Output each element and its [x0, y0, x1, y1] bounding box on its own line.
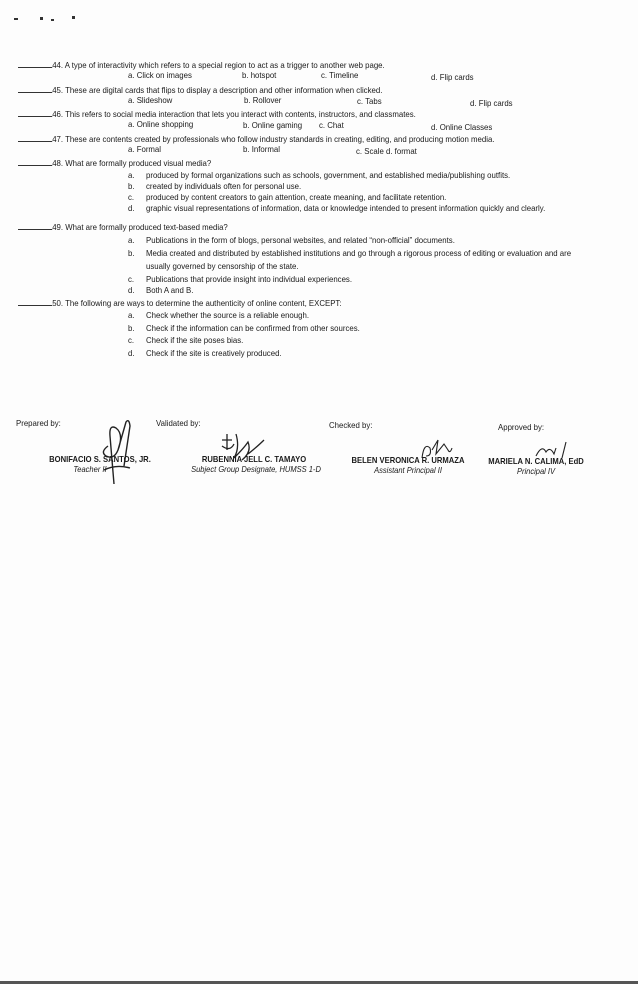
approved-by-label: Approved by: — [498, 422, 545, 432]
option: b. Online gaming — [243, 120, 303, 130]
option: d. Flip cards — [431, 72, 474, 82]
list-item: c. produced by content creators to gain attention, create meaning, and facilitate retention. — [128, 192, 447, 202]
option: c. Scale d. format — [356, 146, 417, 156]
option: c. Chat — [319, 120, 344, 130]
list-item: a. Check whether the source is a reliable enough. — [128, 310, 309, 320]
question-46: 46. This refers to social media interaction that lets you interact with contents, instructors, and classmates. — [18, 108, 416, 120]
list-item: d. graphic visual representations of information, data or knowledge intended to present information quickly and clearly. — [128, 203, 546, 213]
option: b. Rollover — [244, 95, 282, 105]
question-44: 44. A type of interactivity which refers to a special region to act as a trigger to another web page. — [18, 59, 385, 71]
answer-blank[interactable] — [18, 59, 52, 68]
option: d. Flip cards — [470, 98, 513, 108]
list-item: c. Publications that provide insight into individual experiences. — [128, 274, 353, 284]
answer-blank[interactable] — [18, 221, 52, 230]
signature-prepared — [96, 416, 136, 486]
validated-by-label: Validated by: — [156, 418, 201, 428]
question-48: 48. What are formally produced visual media? — [18, 157, 211, 169]
preparer-name: BONIFACIO S. SANTOS, JR. — [49, 454, 151, 464]
option: a. Slideshow — [128, 95, 173, 105]
checker-title: Assistant Principal II — [374, 466, 442, 475]
option: a. Click on images — [128, 70, 192, 80]
list-item-continuation: usually governed by censorship of the state. — [146, 261, 299, 271]
approver-title: Principal IV — [516, 467, 556, 476]
list-item: a. produced by formal organizations such as schools, government, and established media/publishing outfits. — [128, 170, 511, 180]
option: b. hotspot — [242, 70, 277, 80]
answer-blank[interactable] — [18, 297, 52, 306]
approver-name: MARIELA N. CALIMA, EdD — [488, 456, 584, 466]
list-item: c. Check if the site poses bias. — [128, 335, 244, 345]
list-item: d. Both A and B. — [128, 285, 194, 295]
option: d. Online Classes — [431, 122, 493, 132]
option: a. Online shopping — [128, 119, 194, 129]
prepared-by-label: Prepared by: — [16, 418, 61, 428]
list-item: b. Media created and distributed by established institutions and go through a rigorous process of editing or evaluation and are — [128, 248, 572, 258]
answer-blank[interactable] — [18, 84, 52, 93]
scan-speck — [40, 17, 43, 20]
question-48-choices — [128, 170, 614, 214]
list-item: d. Check if the site is creatively produced. — [128, 347, 282, 358]
list-item: b. Check if the information can be confirmed from other sources. — [128, 322, 360, 333]
question-49-choices — [128, 235, 614, 296]
scan-speck — [72, 16, 75, 19]
question-45: 45. These are digital cards that flips to display a description and other information when clicked. — [18, 84, 382, 96]
checked-by-label: Checked by: — [329, 420, 373, 430]
option: b. Informal — [243, 144, 280, 154]
option: c. Tabs — [357, 96, 382, 106]
validator-title: Subject Group Designate, HUMSS 1-D — [191, 465, 321, 474]
checker-name: BELEN VERONICA R. URMAZA — [351, 455, 465, 465]
validator-name: RUBENNIA JELL C. TAMAYO — [201, 454, 307, 464]
list-item: a. Publications in the form of blogs, personal websites, and related “non-official” documents. — [128, 235, 455, 245]
answer-blank[interactable] — [18, 157, 52, 166]
scan-speck — [51, 19, 54, 21]
question-49: 49. What are formally produced text-based media? — [18, 221, 228, 233]
scan-speck — [14, 18, 18, 20]
question-50: 50. The following are ways to determine the authenticity of online content, EXCEPT: — [18, 297, 342, 309]
answer-blank[interactable] — [18, 133, 52, 142]
question-47: 47. These are contents created by professionals who follow industry standards in creating, editing, and producing motion media. — [18, 133, 495, 145]
preparer-title: Teacher II — [73, 465, 107, 474]
answer-blank[interactable] — [18, 108, 52, 117]
option: a. Formal — [128, 144, 162, 154]
question-50-choices — [128, 310, 614, 359]
list-item: b. created by individuals often for personal use. — [128, 181, 302, 191]
option: c. Timeline — [321, 70, 359, 80]
